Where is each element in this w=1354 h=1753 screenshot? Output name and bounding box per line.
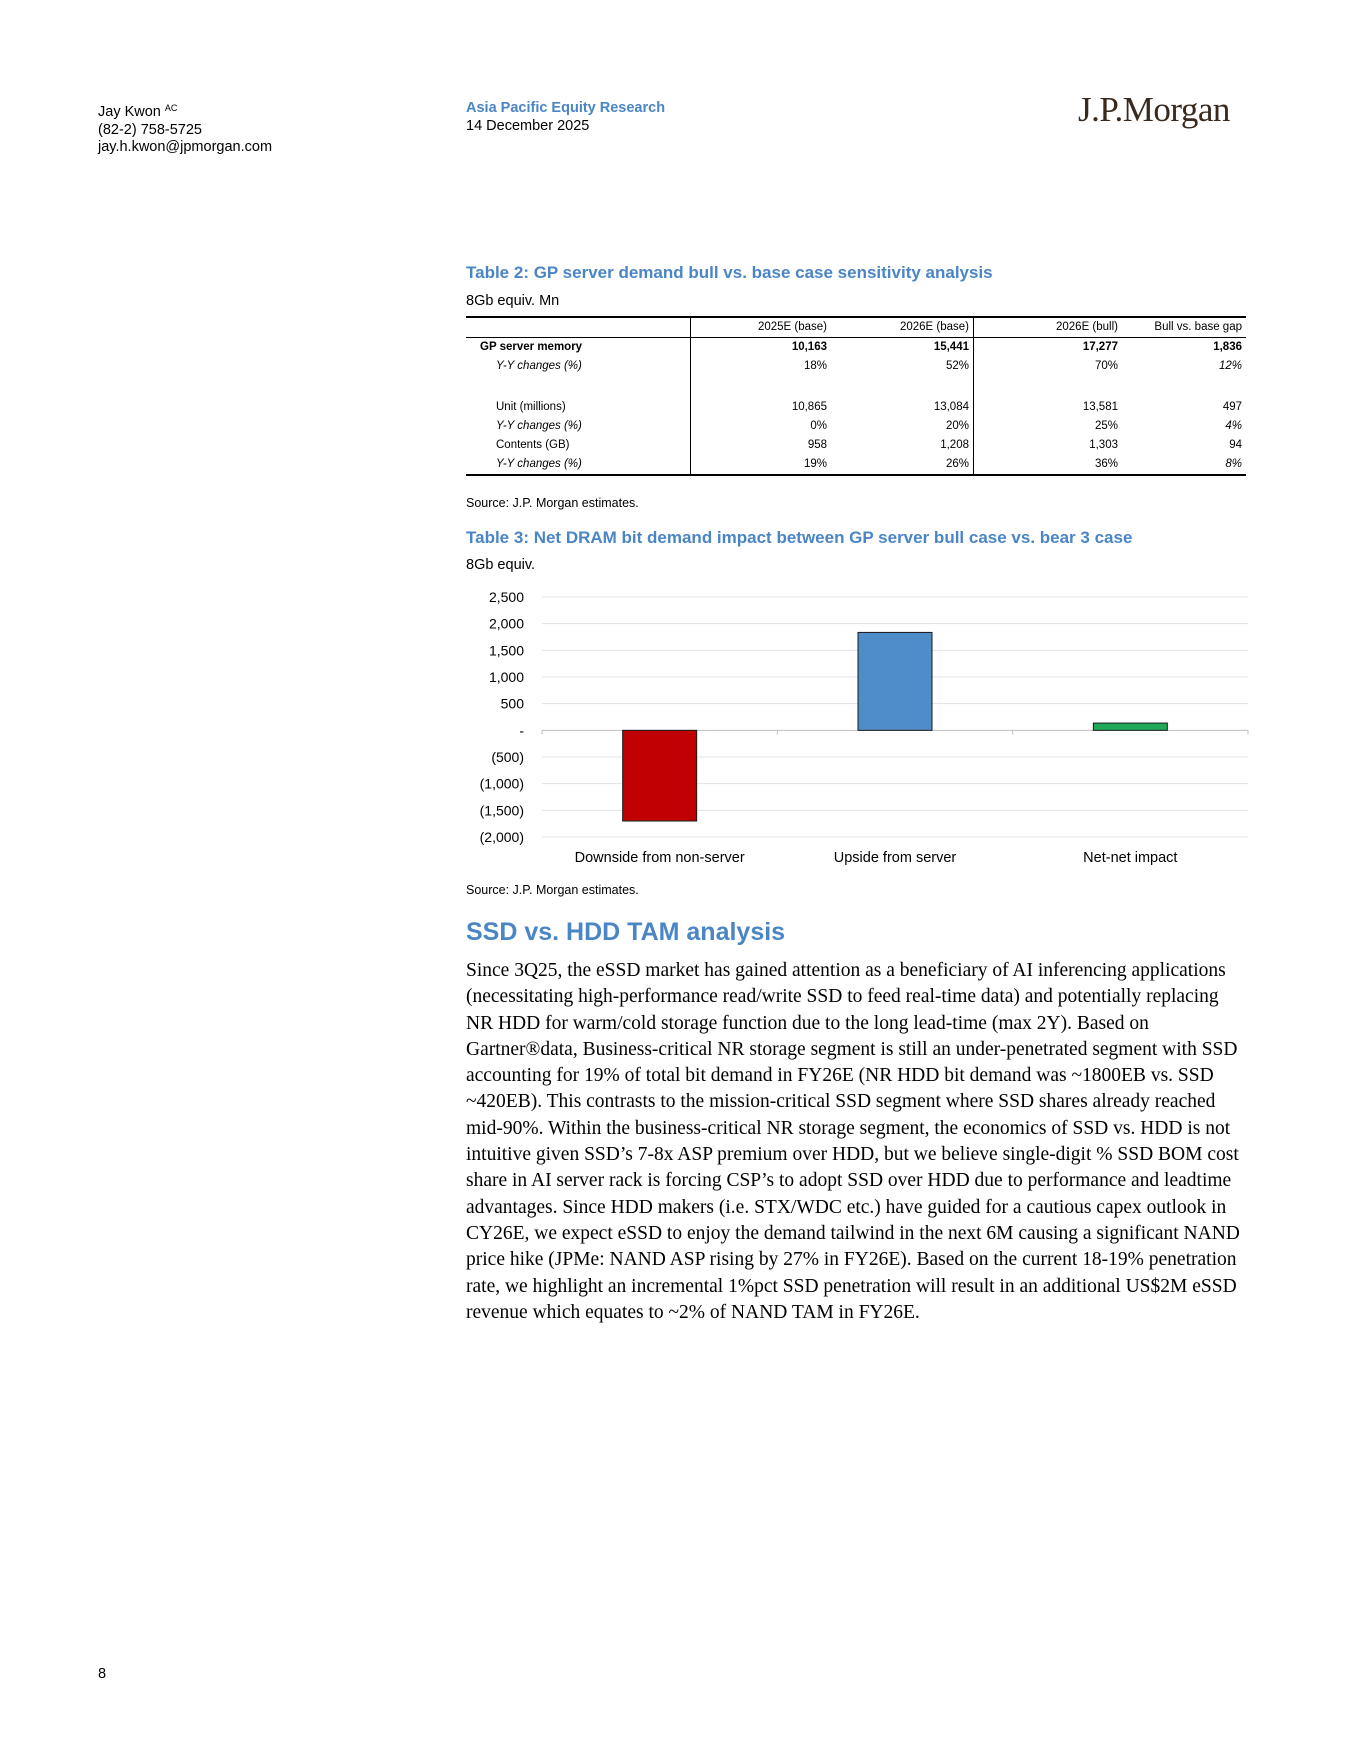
table-row	[466, 338, 1246, 358]
y-tick-label: 2,500	[488, 589, 524, 605]
table-cell: 13,581	[1082, 401, 1118, 413]
y-axis-ticks	[480, 589, 525, 845]
table-cell: 18%	[803, 360, 827, 372]
table-cell: 1,208	[831, 436, 974, 455]
bar	[1093, 723, 1167, 730]
y-tick-label: (1,000)	[479, 775, 524, 792]
table-cell: 4%	[1225, 420, 1242, 432]
y-tick-label: 1,500	[488, 642, 524, 659]
series-title: Asia Pacific Equity Research	[466, 100, 666, 116]
jpmorgan-logo: J.P.Morgan	[1078, 90, 1230, 129]
author-name: Jay Kwon	[98, 104, 161, 120]
table-header-cell: Bull vs. base gap	[1122, 317, 1246, 338]
y-tick-label: 500	[500, 695, 524, 712]
table-cell: 1,303	[1089, 439, 1118, 451]
table-row	[466, 398, 1246, 417]
table2-subtitle: 8Gb equiv. Mn	[466, 293, 560, 309]
section-paragraph: Since 3Q25, the eSSD market has gained attention as a beneficiary of AI inferencing applications (necessitating high-performance read/write SSD to feed real-time data) and potentially replacing NR HDD for warm/cold storage function due to the long lead-time (max 2Y). Based on Gartner®data, Business-critical NR storage segment is still an under-penetrated segment with SSD accounting for 19% of total bit demand in FY26E (NR HDD bit demand was ~1800EB vs. SSD ~420EB). This contrasts to the mission-critical SSD segment where SSD shares already reached mid-90%. Within the business-critical NR storage segment, the economics of SSD vs. HDD is not intuitive given SSD’s 7-8x ASP premium over HDD, but we believe single-digit % SSD BOM cost share in AI server rack is forcing CSP’s to adopt SSD over HDD due to performance and leadtime advantages. Since HDD makers (i.e. STX/WDC etc.) have guided for a cautious capex outlook in CY26E, we expect eSSD to enjoy the demand tailwind in the next 6M causing a significant NAND price hike (JPMe: NAND ASP rising by 27% in FY26E). Based on the current 18-19% penetration rate, we highlight an incremental 1%pct SSD penetration will result in an additional US$2M eSSD revenue which equates to ~2% of NAND TAM in FY26E.	[466, 960, 1240, 1323]
spacer-cell	[691, 376, 832, 398]
spacer-cell	[831, 376, 974, 398]
page-number: 8	[98, 1666, 107, 1682]
table2-title: Table 2: GP server demand bull vs. base case sensitivity analysis	[466, 263, 993, 282]
y-tick-label: 2,000	[488, 615, 524, 632]
y-tick-label: (1,500)	[479, 802, 524, 819]
table-cell: 0%	[810, 420, 827, 432]
table-cell: 958	[807, 439, 827, 451]
table3-source: Source: J.P. Morgan estimates.	[466, 883, 639, 897]
bar	[623, 730, 697, 821]
bar	[858, 632, 932, 730]
table2-source: Source: J.P. Morgan estimates.	[466, 496, 639, 510]
table-row	[466, 436, 1246, 455]
table-cell: 70%	[1094, 360, 1118, 372]
author-phone: (82-2) 758-5725	[98, 121, 202, 138]
y-tick-label: -	[519, 722, 524, 739]
section-heading: SSD vs. HDD TAM analysis	[466, 918, 786, 946]
row-label: Y-Y changes (%)	[466, 455, 691, 475]
table-cell: 20%	[831, 417, 974, 436]
table-header-row	[466, 317, 1246, 338]
table-row	[466, 417, 1246, 436]
author-email[interactable]: jay.h.kwon@jpmorgan.com	[98, 139, 273, 155]
row-label: GP server memory	[466, 338, 691, 358]
table-cell: 15,441	[831, 338, 974, 358]
author-sup: AC	[164, 103, 178, 113]
table2	[466, 316, 1246, 476]
series-block	[466, 100, 665, 135]
table-header-cell: 2025E (base)	[691, 317, 832, 338]
row-label: Unit (millions)	[466, 398, 691, 417]
spacer-cell	[1122, 376, 1246, 398]
spacer-cell	[466, 376, 691, 398]
table-cell: 17,277	[1082, 341, 1118, 353]
chart-bars	[623, 632, 1168, 821]
y-tick-label: 1,000	[488, 669, 524, 685]
table-cell: 10,865	[791, 401, 827, 413]
table-header-blank	[466, 317, 691, 338]
table-row	[466, 455, 1246, 475]
table-cell: 25%	[1094, 420, 1118, 432]
table-cell: 8%	[1225, 458, 1242, 470]
table-cell: 10,163	[791, 341, 827, 353]
table3-subtitle: 8Gb equiv.	[466, 557, 536, 573]
author-block	[98, 100, 272, 157]
table-cell: 36%	[1094, 458, 1118, 470]
x-axis-labels	[575, 850, 1178, 866]
y-tick-label: (2,000)	[479, 829, 524, 845]
x-tick-label: Net-net impact	[1083, 850, 1178, 866]
table-cell: 1,836	[1213, 341, 1242, 353]
table-cell: 12%	[1218, 360, 1242, 372]
table-cell: 52%	[831, 357, 974, 376]
table-spacer-row	[466, 376, 1246, 398]
table3-title: Table 3: Net DRAM bit demand impact between GP server bull case vs. bear 3 case	[466, 528, 1133, 547]
report-date: 14 December 2025	[466, 117, 590, 134]
table-row	[466, 357, 1246, 376]
y-tick-label: (500)	[491, 749, 524, 765]
table-cell: 497	[1222, 401, 1242, 413]
bar-chart	[466, 585, 1256, 870]
row-label: Y-Y changes (%)	[466, 357, 691, 376]
row-label: Y-Y changes (%)	[466, 417, 691, 436]
table-cell: 26%	[831, 455, 974, 475]
row-label: Contents (GB)	[466, 436, 691, 455]
table-cell: 94	[1229, 439, 1242, 451]
x-tick-label: Upside from server	[833, 850, 957, 866]
table-cell: 13,084	[831, 398, 974, 417]
table-header-cell: 2026E (bull)	[974, 317, 1123, 338]
x-tick-label: Downside from non-server	[574, 850, 745, 866]
spacer-cell	[974, 376, 1123, 398]
table-cell: 19%	[803, 458, 827, 470]
table-header-cell: 2026E (base)	[831, 317, 974, 338]
